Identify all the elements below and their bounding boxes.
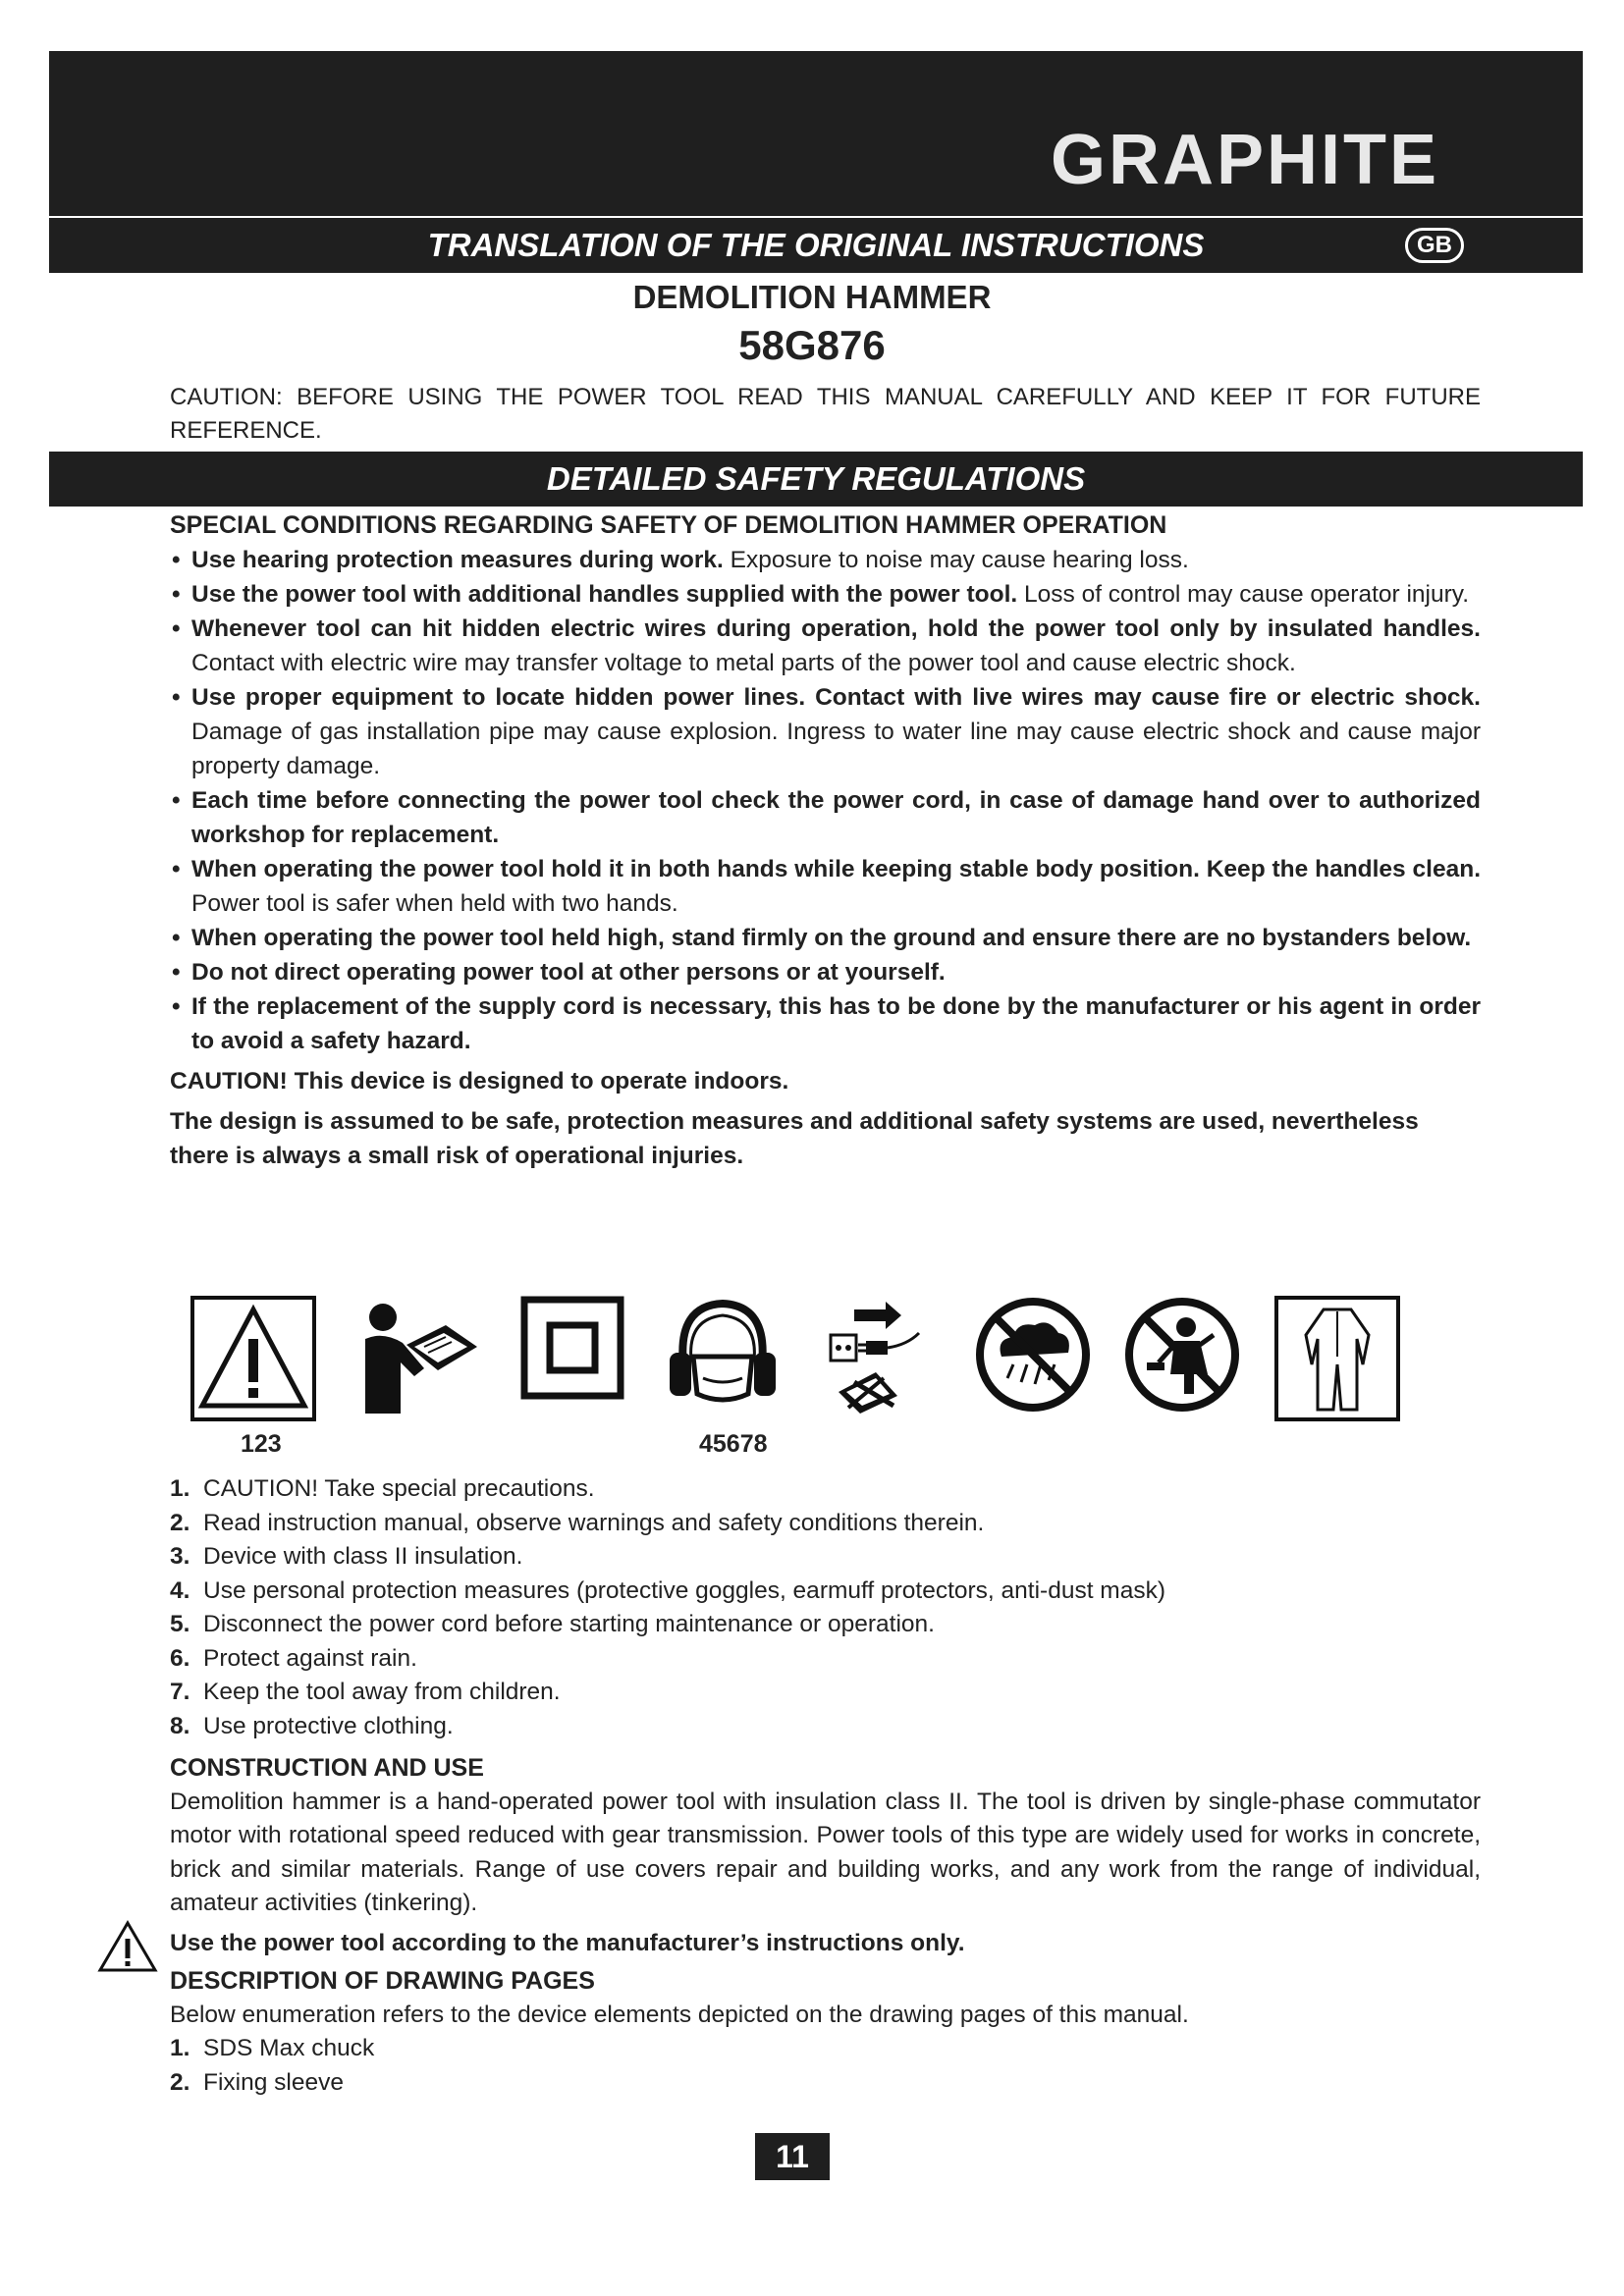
safety-bullets — [170, 543, 1481, 1058]
safety-subheading: SPECIAL CONDITIONS REGARDING SAFETY OF DEMOLITION HAMMER OPERATION — [170, 511, 1167, 539]
list-item: 2. Read instruction manual, observe warnings and safety conditions therein. — [170, 1509, 985, 1536]
pictogram-label-left: 123 — [241, 1430, 282, 1458]
drawing-heading: DESCRIPTION OF DRAWING PAGES — [170, 1967, 595, 1995]
design-note: The design is assumed to be safe, protection measures and additional safety systems are used, nevertheless there is always a small risk of operational injuries. — [170, 1108, 1419, 1169]
class-ii-insulation-icon — [520, 1296, 624, 1400]
model-number: 58G876 — [738, 322, 886, 368]
list-item: • Use proper equipment to locate hidden power lines. Contact with live wires may cause fire or electric shock. Damage of gas installation pipe may cause explosion. Ingress to water line may cause electric shock and cause major property damage. — [170, 680, 1481, 783]
drawing-items — [170, 2032, 1481, 2100]
list-item: • If the replacement of the supply cord is necessary, this has to be done by the manufacturer or his agent in order to avoid a safety hazard. — [170, 989, 1481, 1058]
list-item: 6. Protect against rain. — [170, 1644, 417, 1672]
warning-triangle-icon — [96, 1919, 159, 1974]
construction-text: Demolition hammer is a hand-operated power tool with insulation class II. The tool is driven by single-phase commutator motor with rotational speed reduced with gear transmission. Power tools of this type are widely used for works in concrete, brick and similar materials. Range of use covers repair and building works, and any work from the range of individual, amateur activities (tinkering). — [170, 1788, 1481, 1916]
pictogram-row — [187, 1296, 1404, 1428]
pictogram-label-right: 45678 — [699, 1430, 768, 1458]
protective-clothing-icon — [1274, 1296, 1400, 1421]
list-item: • When operating the power tool held high, stand firmly on the ground and ensure there are no bystanders below. — [170, 921, 1481, 955]
list-item: • Whenever tool can hit hidden electric wires during operation, hold the power tool only by insulated handles. Contact with electric wire may transfer voltage to metal parts of the power tool and cause electric shock. — [170, 612, 1481, 680]
list-item: 8. Use protective clothing. — [170, 1712, 454, 1739]
read-manual-icon — [355, 1296, 483, 1421]
product-name: DEMOLITION HAMMER — [632, 279, 992, 315]
caution-read-manual: CAUTION: BEFORE USING THE POWER TOOL READ THIS MANUAL CAREFULLY AND KEEP IT FOR FUTURE REFERENCE. — [170, 384, 1481, 444]
list-item: • When operating the power tool hold it in both hands while keeping stable body position. Keep the handles clean. Power tool is safer when held with two hands. — [170, 852, 1481, 921]
list-item: 4. Use personal protection measures (protective goggles, earmuff protectors, anti-dust mask) — [170, 1576, 1165, 1604]
list-item: 1. CAUTION! Take special precautions. — [170, 1475, 595, 1502]
list-item: 2. Fixing sleeve — [170, 2068, 344, 2096]
construction-heading: CONSTRUCTION AND USE — [170, 1754, 484, 1782]
language-badge: GB — [1405, 228, 1464, 263]
indoor-caution: CAUTION! This device is designed to operate indoors. — [170, 1068, 789, 1095]
pictogram-legend — [170, 1472, 1481, 1743]
list-item: 5. Disconnect the power cord before starting maintenance or operation. — [170, 1611, 935, 1637]
list-item: • Use the power tool with additional handles supplied with the power tool. Loss of control may cause operator injury. — [170, 577, 1481, 612]
manufacturer-instructions-warning: Use the power tool according to the manufacturer’s instructions only. — [170, 1927, 1481, 1961]
ear-eye-protection-icon — [664, 1296, 782, 1417]
drawing-intro: Below enumeration refers to the device elements depicted on the drawing pages of this manual. — [170, 2001, 1189, 2028]
warning-triangle-icon — [190, 1296, 316, 1421]
list-item: 1. SDS Max chuck — [170, 2035, 375, 2061]
unplug-before-maintenance-icon — [825, 1296, 933, 1417]
keep-away-children-icon — [1123, 1296, 1241, 1414]
page-number: 11 — [755, 2133, 830, 2180]
safety-section-title: DETAILED SAFETY REGULATIONS — [49, 452, 1583, 507]
translation-title-bar: TRANSLATION OF THE ORIGINAL INSTRUCTIONS — [49, 218, 1583, 273]
no-rain-icon — [974, 1296, 1092, 1414]
brand-logo: GRAPHITE — [1051, 121, 1440, 199]
list-item: 7. Keep the tool away from children. — [170, 1679, 561, 1705]
list-item: • Each time before connecting the power tool check the power cord, in case of damage hand over to authorized workshop for replacement. — [170, 783, 1481, 852]
list-item: 3. Device with class II insulation. — [170, 1543, 523, 1570]
list-item: • Do not direct operating power tool at other persons or at yourself. — [170, 955, 1481, 989]
legend-and-construction — [170, 1472, 1481, 2100]
safety-content — [170, 508, 1481, 1173]
list-item: • Use hearing protection measures during work. Exposure to noise may cause hearing loss. — [170, 543, 1481, 577]
